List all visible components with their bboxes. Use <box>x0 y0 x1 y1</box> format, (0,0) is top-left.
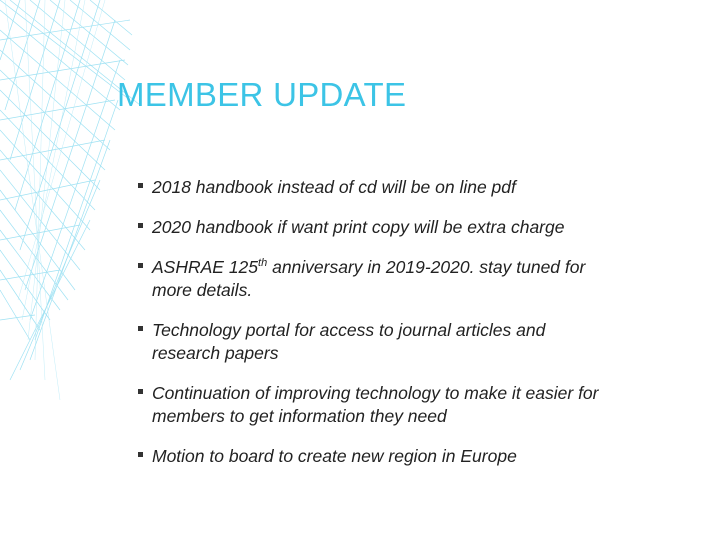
square-bullet-icon <box>138 223 143 228</box>
bullet-item <box>140 382 610 428</box>
bullet-item <box>140 256 610 302</box>
square-bullet-icon <box>138 389 143 394</box>
bullet-text: 2020 handbook if want print copy will be extra charge <box>152 217 565 237</box>
wireframe-background-graphic <box>0 0 150 400</box>
bullet-text: Technology portal for access to journal articles and research papers <box>152 320 546 363</box>
square-bullet-icon <box>138 452 143 457</box>
bullet-item <box>140 216 610 239</box>
square-bullet-icon <box>138 326 143 331</box>
bullet-text-post: anniversary in 2019-2020. stay tuned for more details. <box>152 257 586 300</box>
square-bullet-icon <box>138 263 143 268</box>
bullet-item <box>140 319 610 365</box>
bullet-item <box>140 176 610 199</box>
slide-title: MEMBER UPDATE <box>117 76 407 113</box>
square-bullet-icon <box>138 183 143 188</box>
bullet-item <box>140 445 610 468</box>
bullet-text: Continuation of improving technology to make it easier for members to get information they need <box>152 383 599 426</box>
bullet-list <box>140 176 610 485</box>
bullet-text: Motion to board to create new region in Europe <box>152 446 517 466</box>
bullet-text-pre: ASHRAE 125 <box>152 257 259 277</box>
bullet-text: 2018 handbook instead of cd will be on line pdf <box>152 177 516 197</box>
bullet-text-superscript: th <box>258 257 268 270</box>
